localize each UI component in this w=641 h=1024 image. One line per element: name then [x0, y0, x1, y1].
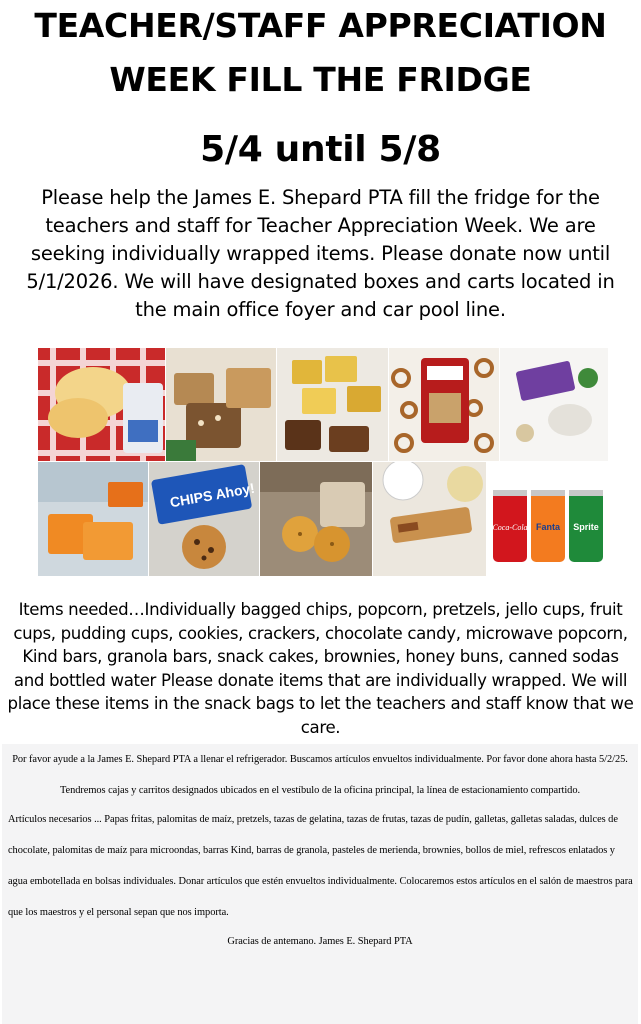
snack-photo-collage [38, 348, 608, 576]
chocolate-candy-photo [277, 348, 388, 461]
granola-bar-photo [373, 462, 486, 576]
canned-sodas-photo [487, 462, 608, 576]
flyer-title-line-1: TEACHER/STAFF APPRECIATION [34, 6, 607, 45]
snack-bars-photo [166, 348, 276, 461]
spanish-section [2, 744, 638, 1024]
fanta-text: Fanta [535, 522, 561, 532]
pretzels-photo [389, 348, 499, 461]
chips-ahoy-brand-text: CHIPS Ahoy! [168, 479, 256, 511]
items-needed-paragraph: Items needed…Individually bagged chips, popcorn, pretzels, jello cups, fruit cups, pudding cups, cookies, crackers, chocolate candy, microwave popcorn, Kind bars, granola bars, snack cakes, brownies, honey buns, canned sodas and bottled water Please donate items that are individually wrapped. We will place these items in the snack bags to let the teachers and staff know that we care. [7, 600, 634, 737]
flyer-dates: 5/4 until 5/8 [200, 129, 441, 170]
coca-cola-text: Coca-Cola [492, 523, 528, 532]
spanish-thanks: Gracias de antemano. James E. Shepard PTA [227, 936, 413, 947]
crackers-photo [38, 462, 148, 576]
chips-ahoy-cookies-photo [149, 462, 259, 576]
spanish-intro: Por favor ayude a la James E. Shepard PTA a llenar el refrigerador. Buscamos artículos envueltos individualmente. Por favor done ahora hasta 5/2/25. Tendremos cajas y carritos designados ubicados en el vestíbulo de la oficina principal, la línea de estacionamiento compartido. [12, 754, 628, 796]
sprite-text: Sprite [573, 522, 599, 532]
ritz-crackers-photo [260, 462, 372, 576]
intro-paragraph: Please help the James E. Shepard PTA fill the fridge for the teachers and staff for Teacher Appreciation Week. We are seeking individually wrapped items. Please donate now until 5/1/2026. We will have designated boxes and carts located in the main office foyer and car pool line. [26, 186, 615, 321]
kind-bar-photo [500, 348, 608, 461]
chips-photo [38, 348, 165, 461]
spanish-items-needed: Artículos necesarios ... Papas fritas, palomitas de maíz, pretzels, tazas de gelatina, tazas de frutas, tazas de pudín, galletas, galletas saladas, dulces de chocolate, palomitas de maíz para microondas, barras Kind, barras de granola, pasteles de merienda, brownies, bollos de miel, refrescos enlatados y agua embotellada en bolsas individuales. Donar artículos que estén envueltos individualmente. Colocaremos estos artículos en el salón de maestros para que los maestros y el personal sepan que nos importa. [8, 814, 633, 918]
flyer-title-line-2: WEEK FILL THE FRIDGE [109, 60, 532, 99]
